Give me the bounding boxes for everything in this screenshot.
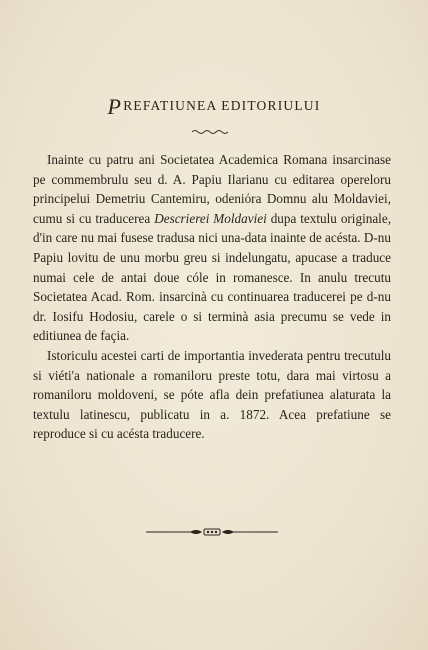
page-heading bbox=[0, 96, 428, 118]
paragraph-2 bbox=[33, 346, 391, 444]
heading-text: REFATIUNEA EDITORIULUI bbox=[123, 98, 321, 113]
paragraph-1-part-2: dupa textulu originale, d'in care nu mai fusese tradusa nici una-data inainte de acésta. D-nu Papiu lovitu de unu morbu greu si indelungatu, apucase a traduce numai cele de antai doue cóle in romanesce. In anulu trecutu Societatea Acad. Rom. insarcinà cu continuarea traducerei pe d-nu dr. Iosifu Hodosiu, carele o si terminà asia precumu se vede in editiunea de façia. bbox=[33, 210, 391, 344]
heading-initial: P bbox=[107, 94, 123, 119]
body-text bbox=[33, 150, 391, 444]
paragraph-1 bbox=[33, 150, 391, 346]
paragraph-1-part-1: Inainte cu patru ani Societatea Academica Romana insarcinase pe commembrulu seu d. A. Papiu Ilarianu cu editarea opereloru principelui Demetriu Cantemiru, odeniόra Domnu alu Moldaviei, cumu si cu traducerea bbox=[33, 152, 391, 226]
decorative-rule-icon bbox=[146, 527, 278, 537]
wavy-line-icon bbox=[190, 128, 230, 136]
paragraph-2-text: Istoriculu acestei carti de importantia invederata pentru trecutulu si viéti'a nationale a romaniloru preste totu, dara mai virtosu a romaniloru moldoveni, se póte afla dein prefatiunea alaturata la textulu latinescu, publicatu in a. 1872. Acea prefatiune se reproduce si cu acésta traducere. bbox=[33, 347, 391, 442]
paragraph-1-emphasis: Descrierei Moldaviei bbox=[154, 210, 267, 226]
